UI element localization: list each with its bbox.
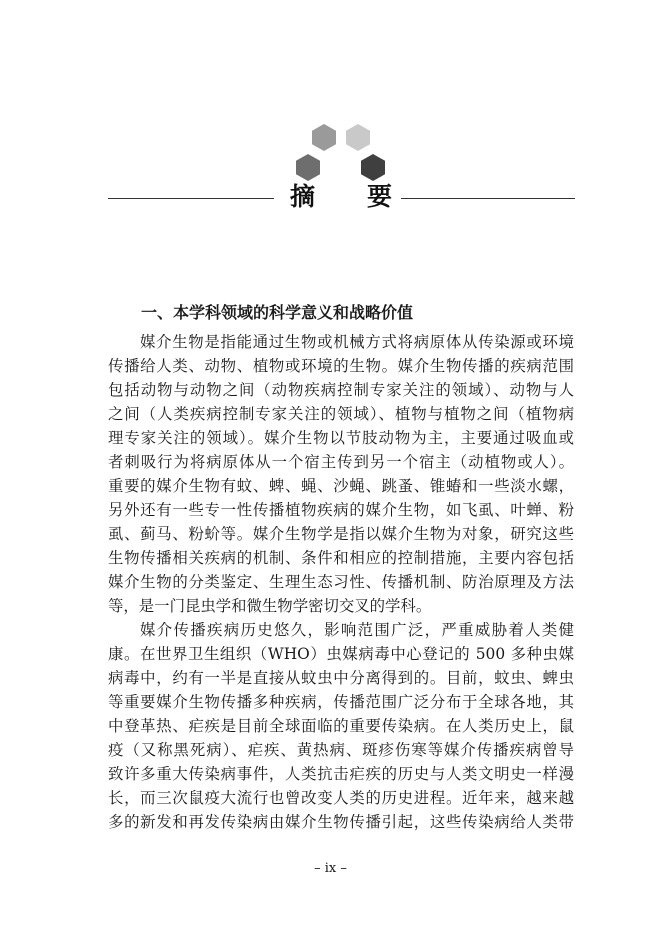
- body-text-line: 虱、蓟马、粉蚧等。媒介生物学是指以媒介生物为对象，研究这些: [108, 525, 574, 543]
- body-text-line: 致许多重大传染病事件，人类抗击疟疾的历史与人类文明史一样漫: [108, 765, 574, 783]
- body-text-line: 传播给人类、动物、植物或环境的生物。媒介生物传播的疾病范围: [108, 357, 574, 375]
- body-text-line: 媒介生物的分类鉴定、生理生态习性、传播机制、防治原理及方法: [108, 573, 574, 591]
- page-title-char: 摘: [290, 182, 316, 211]
- hexagon-ornament: [312, 124, 336, 151]
- body-text-line: 之间（人类疾病控制专家关注的领域）、植物与植物之间（植物病: [108, 405, 574, 423]
- body-text-line: 另外还有一些专一性传播植物疾病的媒介生物，如飞虱、叶蝉、粉: [108, 501, 574, 519]
- body-text-line: 病毒中，约有一半是直接从蚊虫中分离得到的。目前，蚊虫、蜱虫: [108, 669, 574, 687]
- section-heading: 一、本学科领域的科学意义和战略价值: [141, 303, 414, 322]
- body-text-line: 等，是一门昆虫学和微生物学密切交叉的学科。: [108, 597, 432, 615]
- body-text-line: 康。在世界卫生组织（WHO）虫媒病毒中心登记的 500 多种虫媒: [108, 645, 574, 663]
- body-text-line: 多的新发和再发传染病由媒介生物传播引起，这些传染病给人类带: [108, 813, 574, 831]
- title-rule-left: [108, 198, 274, 199]
- title-rule-right: [401, 198, 575, 199]
- page-number: – ix –: [314, 861, 347, 876]
- body-text-line: 包括动物与动物之间（动物疾病控制专家关注的领域）、动物与人: [108, 381, 574, 399]
- body-text-line: 重要的媒介生物有蚊、蜱、蝇、沙蝇、跳蚤、锥蝽和一些淡水螺，: [108, 477, 574, 495]
- body-text-line: 等重要媒介生物传播多种疾病，传播范围广泛分布于全球各地，其: [108, 693, 574, 711]
- body-text-line: 理专家关注的领域）。媒介生物以节肢动物为主，主要通过吸血或: [108, 429, 574, 447]
- page-title-char: 要: [367, 182, 393, 211]
- body-text-line: 疫（又称黑死病）、疟疾、黄热病、斑疹伤寒等媒介传播疾病曾导: [108, 741, 574, 759]
- body-text-line: 中登革热、疟疾是目前全球面临的重要传染病。在人类历史上，鼠: [108, 717, 574, 735]
- hexagon-ornament: [296, 154, 320, 181]
- hexagon-ornament: [361, 154, 385, 181]
- body-text-line: 长，而三次鼠疫大流行也曾改变人类的历史进程。近年来，越来越: [108, 789, 574, 807]
- body-text-line: 媒介传播疾病历史悠久，影响范围广泛，严重威胁着人类健: [140, 621, 574, 639]
- body-text-line: 媒介生物是指能通过生物或机械方式将病原体从传染源或环境: [140, 333, 574, 351]
- body-text-line: 者刺吸行为将病原体从一个宿主传到另一个宿主（动植物或人）。: [108, 453, 574, 471]
- body-text-line: 生物传播相关疾病的机制、条件和相应的控制措施，主要内容包括: [108, 549, 574, 567]
- hexagon-ornament: [346, 124, 370, 151]
